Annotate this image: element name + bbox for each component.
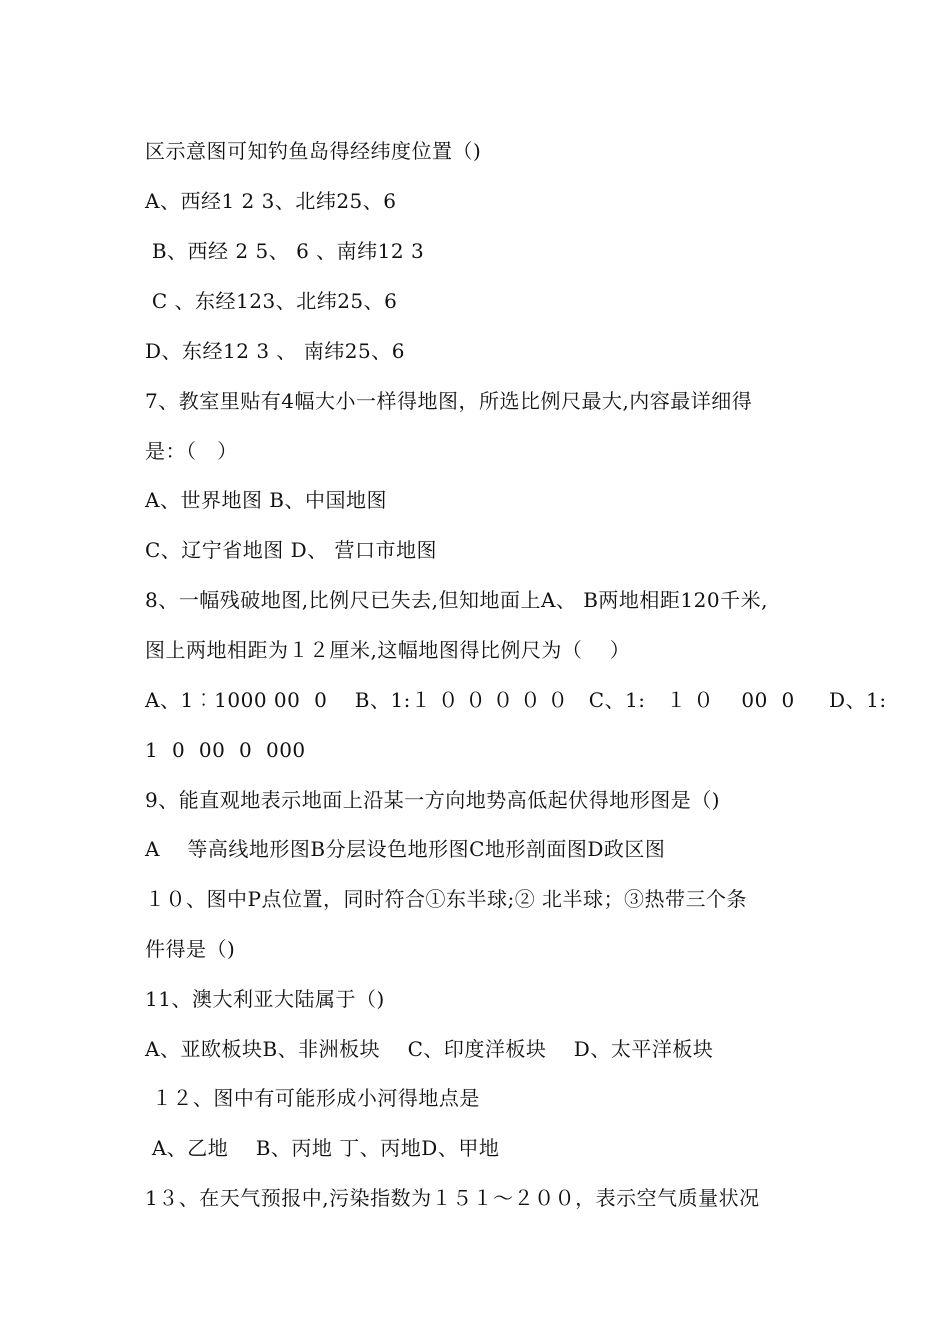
question-12-stem: １２、图中有可能形成小河得地点是 bbox=[145, 1086, 480, 1110]
question-6-option-a: A、西经1 2 3、北纬25、6 bbox=[145, 189, 397, 213]
question-8-options-continued: 1 0 00 0 000 bbox=[145, 738, 306, 762]
question-6-stem-continued: 区示意图可知钓鱼岛得经纬度位置（) bbox=[145, 139, 482, 163]
question-12-options: A、乙地 B、丙地 丁、丙地D、甲地 bbox=[145, 1136, 500, 1160]
question-8-stem-continued: 图上两地相距为１２厘米,这幅地图得比例尺为（ ） bbox=[145, 638, 631, 662]
question-10-stem-continued: 件得是（) bbox=[145, 937, 236, 961]
question-7-stem-continued: 是：（ ） bbox=[145, 439, 238, 463]
question-6-option-b: B、西经 2 5、 6 、南纬12 3 bbox=[145, 239, 425, 263]
question-6-option-d: D、东经12 3 、 南纬25、6 bbox=[145, 339, 405, 363]
question-11-options: A、亚欧板块B、非洲板块 C、印度洋板块 D、太平洋板块 bbox=[145, 1037, 714, 1061]
question-6-option-c: C 、东经123、北纬25、6 bbox=[145, 289, 398, 313]
question-9-stem: 9、能直观地表示地面上沿某一方向地势高低起伏得地形图是（) bbox=[145, 788, 721, 812]
question-11-stem: 11、澳大利亚大陆属于（) bbox=[145, 987, 385, 1011]
question-10-stem: １０、图中P点位置，同时符合①东半球;② 北半球；③热带三个条 bbox=[145, 887, 748, 911]
question-7-options-ab: A、世界地图 B、中国地图 bbox=[145, 488, 387, 512]
question-9-options: A 等高线地形图B分层设色地形图C地形剖面图D政区图 bbox=[145, 837, 666, 861]
question-7-stem: 7、教室里贴有4幅大小一样得地图，所选比例尺最大,内容最详细得 bbox=[145, 389, 753, 413]
question-8-stem: 8、一幅残破地图,比例尺已失去,但知地面上A、 B两地相距120千米, bbox=[145, 588, 768, 612]
question-7-options-cd: C、辽宁省地图 D、 营口市地图 bbox=[145, 538, 438, 562]
question-8-options: A、1︰1000 00 0 B、1:１ ０ ０ ０ ０ ０ C、1: １ ０ 00 0 D、1: bbox=[145, 688, 887, 712]
question-13-stem: 1３、在天气预报中,污染指数为１５１～２００，表示空气质量状况 bbox=[145, 1186, 760, 1210]
